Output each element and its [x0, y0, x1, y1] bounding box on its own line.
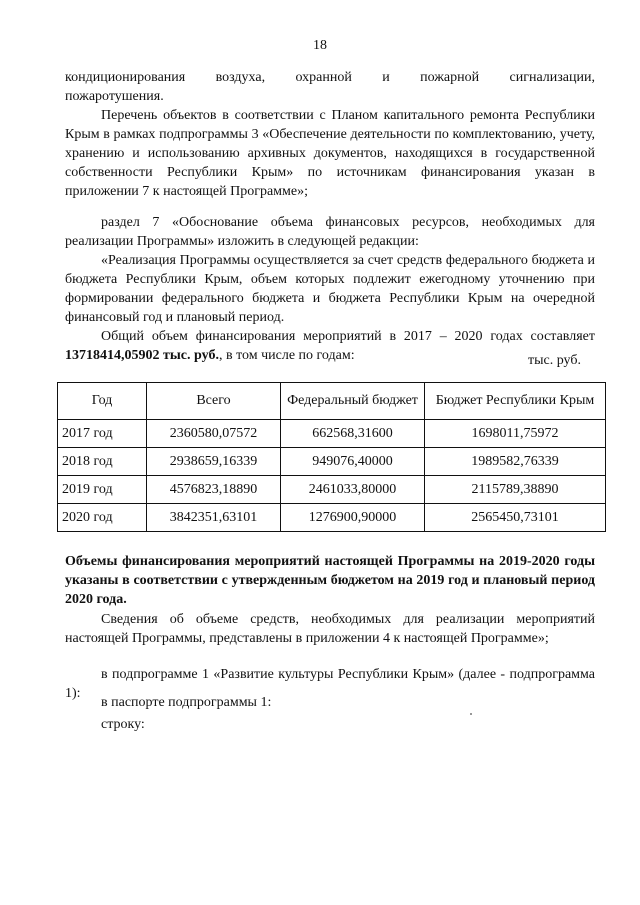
paragraph-row: строку:	[101, 717, 145, 732]
paragraph-1-line-1: кондиционирования воздуха, охранной и пожарной сигнализации,	[65, 70, 595, 85]
cell-regional: 1989582,76339	[425, 448, 606, 476]
cell-federal: 949076,40000	[281, 448, 425, 476]
header-total: Всего	[147, 383, 281, 420]
total-volume-text: Общий объем финансирования мероприятий в 2017 – 2020 годах составляет	[101, 329, 595, 344]
paragraph-financing-2019-2020: Объемы финансирования мероприятий настоящей Программы на 2019-2020 годы указаны в соответствии с утвержденным бюджетом на 2019 год и плановый период 2020 года.	[65, 554, 595, 607]
cell-federal: 662568,31600	[281, 420, 425, 448]
table-row	[58, 504, 606, 532]
cell-regional: 2565450,73101	[425, 504, 606, 532]
header-year: Год	[58, 383, 147, 420]
paragraph-funding-info: Сведения об объеме средств, необходимых для реализации мероприятий настоящей Программы, представлены в приложении 4 к настоящей Программе»;	[65, 612, 595, 646]
table-row	[58, 420, 606, 448]
cell-total: 2938659,16339	[147, 448, 281, 476]
paragraph-subprogram-1: в подпрограмме 1 «Развитие культуры Республики Крым» (далее - подпрограмма 1):	[65, 667, 595, 701]
scan-speck	[470, 713, 472, 715]
header-regional: Бюджет Республики Крым	[425, 383, 606, 420]
cell-year: 2017 год	[58, 420, 147, 448]
table-row	[58, 448, 606, 476]
page-number: 18	[313, 38, 327, 53]
header-federal: Федеральный бюджет	[281, 383, 425, 420]
paragraph-passport: в паспорте подпрограммы 1:	[101, 695, 272, 710]
cell-regional: 1698011,75972	[425, 420, 606, 448]
total-volume-suffix: , в том числе по годам:	[218, 348, 355, 363]
paragraph-1-line-2: пожаротушения.	[65, 89, 164, 104]
cell-total: 4576823,18890	[147, 476, 281, 504]
paragraph-section-7: раздел 7 «Обоснование объема финансовых ресурсов, необходимых для реализации Программы» изложить в следующей редакции:	[65, 215, 595, 249]
cell-total: 3842351,63101	[147, 504, 281, 532]
units-label: тыс. руб.	[528, 353, 581, 368]
cell-federal: 2461033,80000	[281, 476, 425, 504]
total-volume-amount: 13718414,05902 тыс. руб.	[65, 348, 219, 363]
cell-total: 2360580,07572	[147, 420, 281, 448]
paragraph-implementation: «Реализация Программы осуществляется за счет средств федерального бюджета и бюджета Республики Крым, объем которых подлежит ежегодному уточнению при формировании федерального бюджета и бюджета Республики Крым на очередной финансовый год и плановый период.	[65, 253, 595, 325]
cell-regional: 2115789,38890	[425, 476, 606, 504]
financing-table	[57, 382, 606, 532]
cell-year: 2020 год	[58, 504, 147, 532]
cell-year: 2018 год	[58, 448, 147, 476]
paragraph-objects-list: Перечень объектов в соответствии с Планом капитального ремонта Республики Крым в рамках подпрограммы 3 «Обеспечение деятельности по комплектованию, учету, хранению и использованию архивных документов, находящихся в государственной собственности Республики Крым» по источникам финансирования указан в приложении 7 к настоящей Программе»;	[65, 108, 595, 199]
table-row	[58, 476, 606, 504]
cell-year: 2019 год	[58, 476, 147, 504]
table-header-row	[58, 383, 606, 420]
cell-federal: 1276900,90000	[281, 504, 425, 532]
